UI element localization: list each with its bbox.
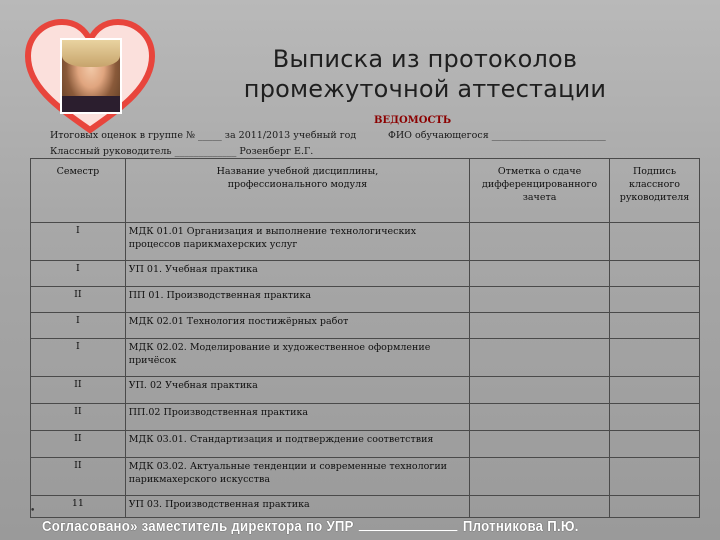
mark-cell[interactable] [470,223,610,261]
header-mark: Отметка о сдаче дифференцированного зачета [470,159,610,223]
table-row [31,261,700,287]
grades-table [30,158,700,518]
table-row [31,223,700,261]
signature-cell[interactable] [610,404,700,431]
semester-cell: II [31,404,126,431]
header-signature: Подпись классного руководителя [610,159,700,223]
mark-cell[interactable] [470,377,610,404]
table-row [31,287,700,313]
approver-name: Плотникова П.Ю. [462,518,579,535]
heart-frame [22,18,158,138]
table-row [31,377,700,404]
semester-cell: II [31,287,126,313]
semester-cell: II [31,458,126,496]
semester-cell: I [31,339,126,377]
student-name-line: ФИО обучающегося ________________________ [388,130,606,141]
table-row [31,496,700,518]
signature-cell[interactable] [610,431,700,458]
semester-cell: I [31,313,126,339]
discipline-cell: МДК 02.01 Технология постижёрных работ [125,313,469,339]
signature-cell[interactable] [610,496,700,518]
mark-cell[interactable] [470,431,610,458]
mark-cell[interactable] [470,261,610,287]
group-line: Итоговых оценок в группе № _____ за 2011/2013 учебный год [50,130,357,141]
discipline-cell: МДК 02.02. Моделирование и художественное оформление причёсок [125,339,469,377]
mark-cell[interactable] [470,313,610,339]
discipline-cell: ПП.02 Производственная практика [125,404,469,431]
mark-cell[interactable] [470,404,610,431]
approval-text: Согласовано» заместитель директора по УПР [42,518,354,535]
approval-footer [42,518,579,535]
discipline-cell: УП 01. Учебная практика [125,261,469,287]
signature-blank [359,530,458,531]
signature-cell[interactable] [610,223,700,261]
signature-cell[interactable] [610,313,700,339]
signature-cell[interactable] [610,287,700,313]
signature-cell[interactable] [610,261,700,287]
mark-cell[interactable] [470,287,610,313]
semester-cell: 11 [31,496,126,518]
discipline-cell: УП 03. Производственная практика [125,496,469,518]
table-header-row [31,159,700,223]
title-line-2: промежуточной аттестации [243,75,607,103]
header-discipline: Название учебной дисциплины, профессионального модуля [125,159,469,223]
teacher-line: Классный руководитель _____________ Розенберг Е.Г. [50,146,314,157]
discipline-cell: МДК 01.01 Организация и выполнение технологических процессов парикмахерских услуг [125,223,469,261]
table-row [31,339,700,377]
semester-cell: II [31,431,126,458]
discipline-cell: УП. 02 Учебная практика [125,377,469,404]
table-row [31,431,700,458]
page-title [215,44,635,104]
signature-cell[interactable] [610,377,700,404]
mark-cell[interactable] [470,496,610,518]
table-row [31,458,700,496]
semester-cell: II [31,377,126,404]
signature-cell[interactable] [610,458,700,496]
discipline-cell: ПП 01. Производственная практика [125,287,469,313]
mark-cell[interactable] [470,339,610,377]
document-heading: ВЕДОМОСТЬ [374,115,452,126]
title-line-1: Выписка из протоколов [272,45,578,73]
mark-cell[interactable] [470,458,610,496]
table-row [31,404,700,431]
discipline-cell: МДК 03.01. Стандартизация и подтверждение соответствия [125,431,469,458]
header-semester: Семестр [31,159,126,223]
student-photo [60,38,122,114]
signature-cell[interactable] [610,339,700,377]
semester-cell: I [31,261,126,287]
semester-cell: I [31,223,126,261]
discipline-cell: МДК 03.02. Актуальные тенденции и современные технологии парикмахерского искусства [125,458,469,496]
bullet-mark: • [30,506,36,516]
table-row [31,313,700,339]
